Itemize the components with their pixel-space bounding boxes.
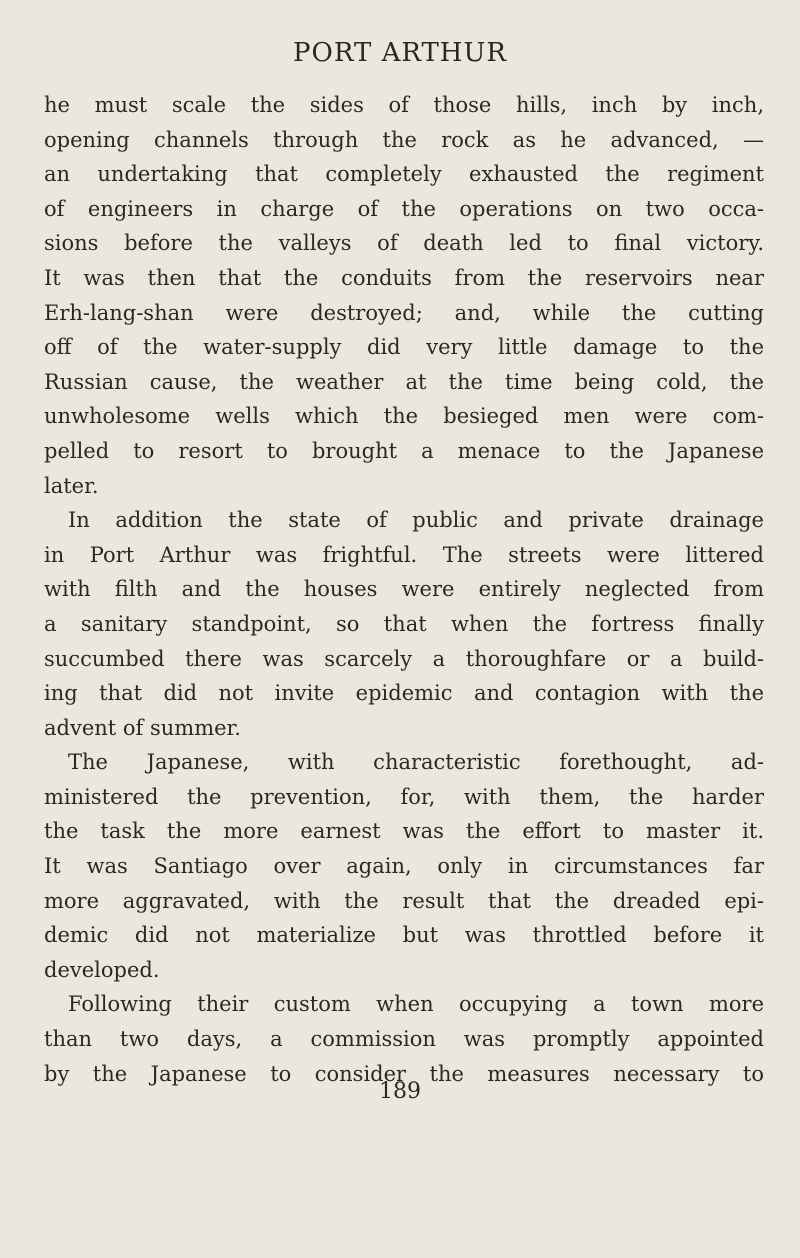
- text-line: In addition the state of public and private drainage: [68, 508, 764, 533]
- text-line: in Port Arthur was frightful. The streets were littered: [44, 542, 764, 567]
- paragraph: [44, 88, 764, 503]
- text-line: Russian cause, the weather at the time being cold, the: [44, 369, 764, 394]
- paragraph: [44, 745, 764, 987]
- text-line: with filth and the houses were entirely neglected from: [44, 577, 764, 602]
- paragraph: [44, 503, 764, 745]
- page-number: 189: [379, 1079, 421, 1104]
- text-line: The Japanese, with characteristic forethought, ad-: [68, 750, 764, 775]
- paragraph: [44, 987, 764, 1091]
- text-line: Following their custom when occupying a town more: [68, 992, 764, 1017]
- body-text: [44, 88, 764, 1091]
- text-line: later.: [44, 473, 99, 498]
- text-line: opening channels through the rock as he advanced, —: [44, 127, 764, 152]
- text-line: a sanitary standpoint, so that when the fortress finally: [44, 611, 764, 636]
- text-line: unwholesome wells which the besieged men were com-: [44, 404, 764, 429]
- text-line: developed.: [44, 957, 160, 982]
- text-line: Erh-lang-shan were destroyed; and, while the cutting: [44, 300, 764, 325]
- text-line: It was then that the conduits from the reservoirs near: [44, 265, 764, 290]
- running-head: PORT ARTHUR: [293, 38, 507, 68]
- text-line: demic did not materialize but was throttled before it: [44, 923, 764, 948]
- text-line: ministered the prevention, for, with them, the harder: [44, 784, 764, 809]
- text-line: ing that did not invite epidemic and contagion with the: [44, 681, 764, 706]
- text-line: It was Santiago over again, only in circumstances far: [44, 854, 764, 879]
- text-line: of engineers in charge of the operations on two occa-: [44, 196, 764, 221]
- text-line: off of the water-supply did very little damage to the: [44, 335, 764, 360]
- text-line: the task the more earnest was the effort to master it.: [44, 819, 764, 844]
- text-line: succumbed there was scarcely a thoroughfare or a build-: [44, 646, 764, 671]
- text-line: pelled to resort to brought a menace to the Japanese: [44, 438, 764, 463]
- text-line: he must scale the sides of those hills, inch by inch,: [44, 93, 764, 117]
- text-line: than two days, a commission was promptly appointed: [44, 1027, 764, 1052]
- text-line: sions before the valleys of death led to final victory.: [44, 231, 764, 256]
- text-line: advent of summer.: [44, 715, 241, 740]
- text-line: more aggravated, with the result that the dreaded epi-: [44, 888, 764, 913]
- text-line: by the Japanese to consider the measures necessary to: [44, 1061, 764, 1086]
- text-line: an undertaking that completely exhausted the regiment: [44, 162, 764, 187]
